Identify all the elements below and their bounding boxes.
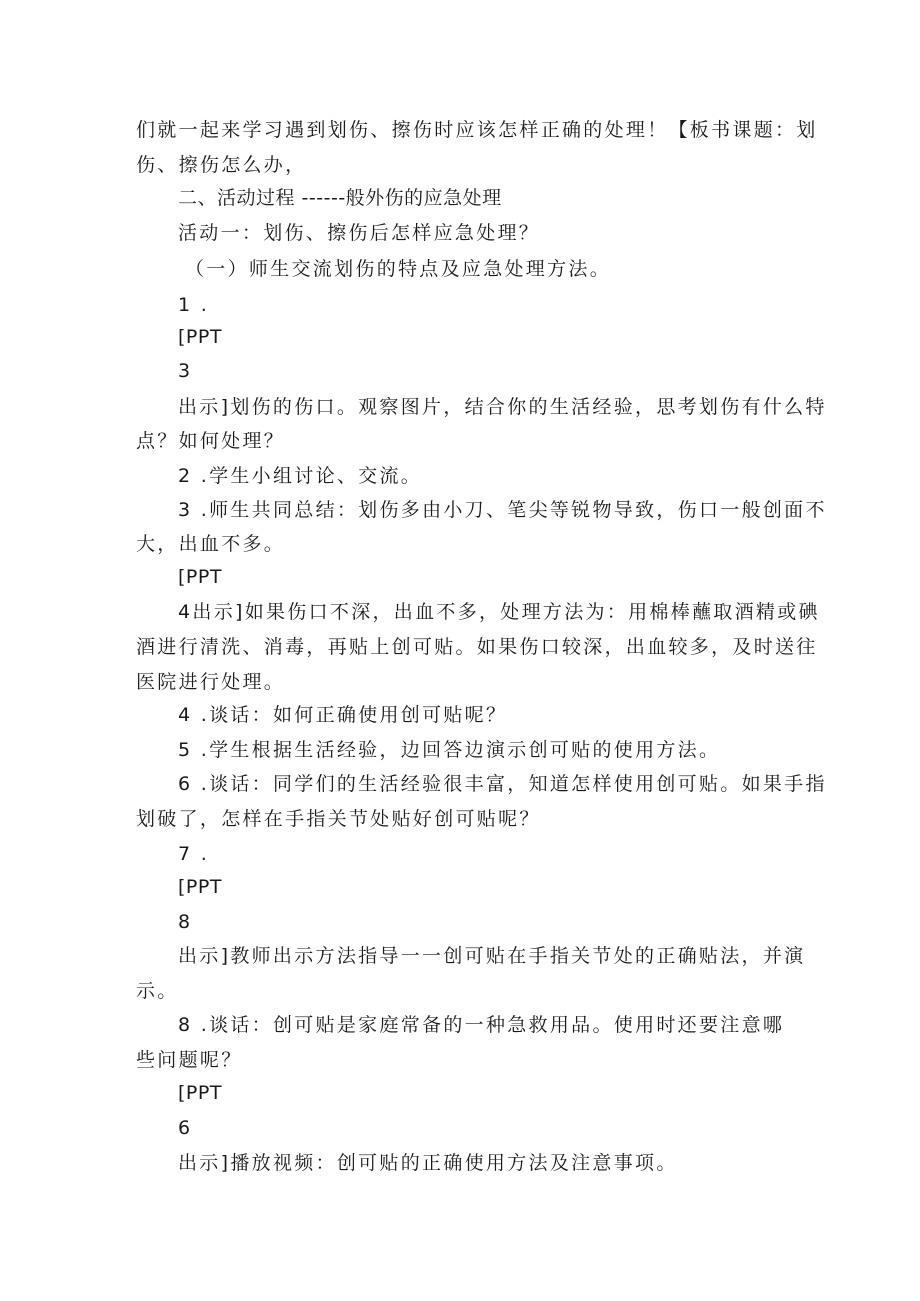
text-line: 伤、擦伤怎么办， — [136, 154, 307, 176]
text-line: 大，出血不多。 — [136, 533, 286, 555]
subsection-heading: （一）师生交流划伤的特点及应急处理方法。 — [185, 258, 612, 280]
text-line: 酒进行清洗、消毒，再贴上创可贴。如果伤口较深，出血较多，及时送往 — [136, 636, 818, 658]
list-item: 2 .学生小组讨论、交流。 — [178, 465, 423, 487]
list-item: 6 .谈话：同学们的生活经验很丰富，知道怎样使用创可贴。如果手指 — [178, 773, 827, 795]
list-item: 3 .师生共同总结：划伤多由小刀、笔尖等锐物导致，伤口一般创面不 — [178, 499, 827, 521]
ppt-slide-number: 3 — [178, 360, 193, 382]
ppt-marker: [PPT — [178, 1082, 222, 1104]
ppt-slide-number: 6 — [178, 1117, 193, 1139]
text-line: 们就一起来学习遇到划伤、擦伤时应该怎样正确的处理！【板书课题：划 — [136, 119, 818, 141]
text-line: 医院进行处理。 — [136, 671, 286, 693]
text-line: 出示]划伤的伤口。观察图片，结合你的生活经验，思考划伤有什么特 — [178, 396, 827, 418]
ppt-slide-number: 8 — [178, 911, 193, 933]
section-heading: 二、活动过程 ------般外伤的应急处理 — [178, 187, 502, 209]
text-line: 4出示]如果伤口不深，出血不多，处理方法为：用棉棒蘸取酒精或碘 — [178, 601, 820, 623]
ppt-marker: [PPT — [178, 326, 222, 348]
ppt-marker: [PPT — [178, 876, 222, 898]
text-line: 划破了，怎样在手指关节处贴好创可贴呢？ — [136, 808, 541, 830]
text-line: 出示]播放视频：创可贴的正确使用方法及注意事项。 — [178, 1152, 678, 1174]
text-line: 出示]教师出示方法指导一一创可贴在手指关节处的正确贴法，并演 — [178, 945, 806, 967]
list-item-number: 1 . — [178, 294, 210, 316]
list-item: 5 .学生根据生活经验，边回答边演示创可贴的使用方法。 — [178, 739, 721, 761]
text-line: 示。 — [136, 980, 179, 1002]
list-item: 4 .谈话：如何正确使用创可贴呢？ — [178, 704, 508, 726]
list-item-number: 7 . — [178, 843, 210, 865]
list-item: 8 .谈话：创可贴是家庭常备的一种急救用品。使用时还要注意哪 — [178, 1014, 785, 1036]
text-line: 点？如何处理？ — [136, 430, 286, 452]
activity-heading: 活动一：划伤、擦伤后怎样应急处理？ — [178, 222, 541, 244]
ppt-marker: [PPT — [178, 566, 222, 588]
text-line: 些问题呢？ — [136, 1049, 243, 1071]
